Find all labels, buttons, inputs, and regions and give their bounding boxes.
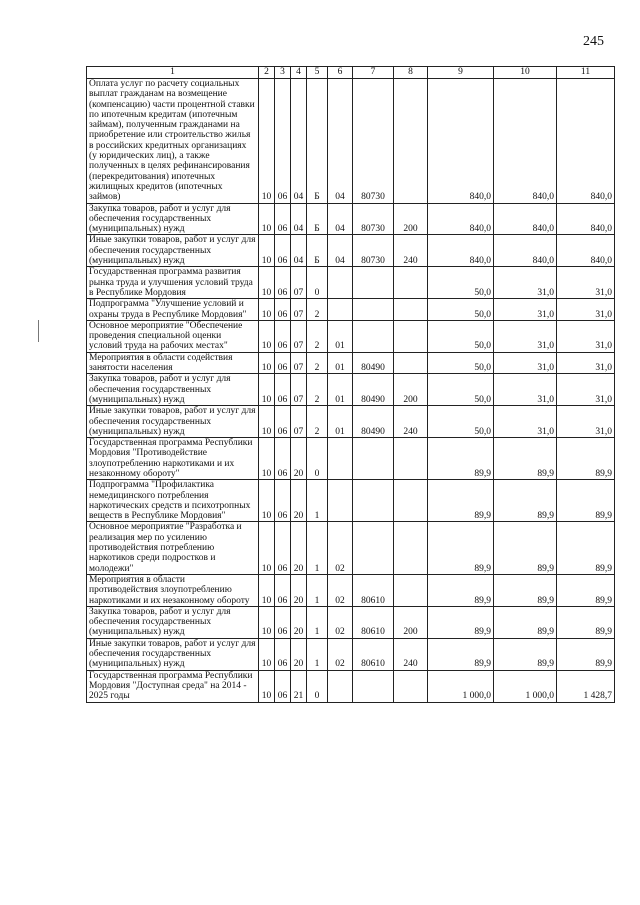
cell-col-3: 06 (275, 320, 291, 352)
row-name: Мероприятия в области содействия занятости населения (87, 352, 259, 374)
cell-col-10: 89,9 (494, 574, 557, 606)
cell-col-11: 31,0 (557, 406, 615, 438)
cell-col-7: 80610 (353, 638, 394, 670)
header-cell: 6 (328, 67, 353, 79)
table-row (87, 352, 615, 374)
cell-col-6: 01 (328, 406, 353, 438)
row-name: Иные закупки товаров, работ и услуг для обеспечения государственных (муниципальных) нужд (87, 406, 259, 438)
cell-col-10: 31,0 (494, 406, 557, 438)
cell-col-2: 10 (259, 638, 275, 670)
table-row (87, 267, 615, 299)
cell-col-10: 89,9 (494, 638, 557, 670)
cell-col-2: 10 (259, 235, 275, 267)
table-row (87, 574, 615, 606)
cell-col-8 (394, 574, 428, 606)
cell-col-7: 80490 (353, 374, 394, 406)
cell-col-7: 80490 (353, 352, 394, 374)
cell-col-6: 01 (328, 374, 353, 406)
table-row (87, 374, 615, 406)
cell-col-7: 80730 (353, 235, 394, 267)
cell-col-6 (328, 480, 353, 522)
cell-col-4: 07 (291, 352, 307, 374)
cell-col-4: 21 (291, 670, 307, 702)
cell-col-5: 1 (307, 574, 328, 606)
cell-col-3: 06 (275, 406, 291, 438)
table-body (87, 79, 615, 703)
cell-col-2: 10 (259, 438, 275, 480)
cell-col-10: 31,0 (494, 374, 557, 406)
header-cell: 3 (275, 67, 291, 79)
cell-col-6: 02 (328, 606, 353, 638)
cell-col-3: 06 (275, 235, 291, 267)
cell-col-11: 31,0 (557, 320, 615, 352)
cell-col-5: 1 (307, 522, 328, 574)
cell-col-5: 2 (307, 352, 328, 374)
cell-col-2: 10 (259, 352, 275, 374)
cell-col-8: 200 (394, 606, 428, 638)
cell-col-10: 89,9 (494, 438, 557, 480)
cell-col-9: 89,9 (428, 438, 494, 480)
cell-col-9: 50,0 (428, 374, 494, 406)
table-row (87, 606, 615, 638)
header-cell: 5 (307, 67, 328, 79)
row-name: Государственная программа Республики Мордовия "Доступная среда" на 2014 - 2025 годы (87, 670, 259, 702)
cell-col-5: 1 (307, 606, 328, 638)
cell-col-3: 06 (275, 438, 291, 480)
cell-col-4: 20 (291, 480, 307, 522)
cell-col-3: 06 (275, 79, 291, 204)
row-name: Мероприятия в области противодействия злоупотреблению наркотиками и их незаконному обороту (87, 574, 259, 606)
table-row (87, 438, 615, 480)
cell-col-6 (328, 670, 353, 702)
cell-col-5: 2 (307, 299, 328, 321)
cell-col-10: 89,9 (494, 480, 557, 522)
cell-col-9: 50,0 (428, 267, 494, 299)
cell-col-11: 840,0 (557, 235, 615, 267)
cell-col-2: 10 (259, 299, 275, 321)
cell-col-9: 89,9 (428, 638, 494, 670)
cell-col-6: 01 (328, 320, 353, 352)
cell-col-9: 840,0 (428, 203, 494, 235)
cell-col-9: 50,0 (428, 320, 494, 352)
cell-col-7 (353, 320, 394, 352)
cell-col-4: 07 (291, 406, 307, 438)
row-name: Оплата услуг по расчету социальных выплат гражданам на возмещение (компенсацию) части процентной ставки по ипотечным кредитам (ипотечным займам), полученным гражданами на приобретение или строительство жилья в российских кредитных организациях (у юридических лиц), а также полученных в целях рефинансирования (перекредитования) ипотечных жилищных кредитов (ипотечных займов) (87, 79, 259, 204)
cell-col-6: 04 (328, 235, 353, 267)
cell-col-6: 02 (328, 638, 353, 670)
cell-col-7 (353, 267, 394, 299)
cell-col-7 (353, 522, 394, 574)
table-row (87, 670, 615, 702)
cell-col-8 (394, 79, 428, 204)
cell-col-6 (328, 299, 353, 321)
row-name: Закупка товаров, работ и услуг для обеспечения государственных (муниципальных) нужд (87, 203, 259, 235)
cell-col-7: 80610 (353, 574, 394, 606)
cell-col-9: 50,0 (428, 299, 494, 321)
table-row (87, 235, 615, 267)
page-number: 245 (583, 34, 604, 49)
row-name: Иные закупки товаров, работ и услуг для обеспечения государственных (муниципальных) нужд (87, 235, 259, 267)
cell-col-8 (394, 480, 428, 522)
scan-margin-mark (38, 320, 39, 342)
cell-col-6: 04 (328, 203, 353, 235)
cell-col-4: 20 (291, 522, 307, 574)
cell-col-8: 240 (394, 406, 428, 438)
cell-col-2: 10 (259, 79, 275, 204)
cell-col-7 (353, 480, 394, 522)
cell-col-3: 06 (275, 574, 291, 606)
cell-col-7 (353, 299, 394, 321)
cell-col-11: 89,9 (557, 638, 615, 670)
cell-col-2: 10 (259, 267, 275, 299)
cell-col-2: 10 (259, 406, 275, 438)
cell-col-9: 89,9 (428, 480, 494, 522)
cell-col-2: 10 (259, 574, 275, 606)
cell-col-10: 89,9 (494, 606, 557, 638)
cell-col-7: 80490 (353, 406, 394, 438)
cell-col-8: 200 (394, 374, 428, 406)
cell-col-9: 840,0 (428, 235, 494, 267)
cell-col-8: 240 (394, 235, 428, 267)
cell-col-8 (394, 299, 428, 321)
cell-col-4: 07 (291, 299, 307, 321)
cell-col-8 (394, 670, 428, 702)
cell-col-8 (394, 320, 428, 352)
cell-col-8 (394, 267, 428, 299)
cell-col-9: 50,0 (428, 406, 494, 438)
cell-col-9: 1 000,0 (428, 670, 494, 702)
cell-col-3: 06 (275, 352, 291, 374)
header-cell: 4 (291, 67, 307, 79)
cell-col-5: 1 (307, 638, 328, 670)
cell-col-6: 01 (328, 352, 353, 374)
table-row (87, 522, 615, 574)
cell-col-5: 2 (307, 406, 328, 438)
cell-col-6: 02 (328, 522, 353, 574)
cell-col-2: 10 (259, 320, 275, 352)
cell-col-10: 31,0 (494, 267, 557, 299)
header-cell: 1 (87, 67, 259, 79)
cell-col-11: 89,9 (557, 606, 615, 638)
cell-col-9: 89,9 (428, 606, 494, 638)
row-name: Основное мероприятие "Обеспечение проведения специальной оценки условий труда на рабочих местах" (87, 320, 259, 352)
cell-col-5: 0 (307, 267, 328, 299)
cell-col-4: 07 (291, 374, 307, 406)
cell-col-8 (394, 438, 428, 480)
cell-col-3: 06 (275, 670, 291, 702)
cell-col-3: 06 (275, 203, 291, 235)
cell-col-11: 31,0 (557, 352, 615, 374)
row-name: Государственная программа развития рынка труда и улучшения условий труда в Республике Мордовия (87, 267, 259, 299)
cell-col-2: 10 (259, 374, 275, 406)
cell-col-7: 80730 (353, 79, 394, 204)
cell-col-8 (394, 352, 428, 374)
cell-col-3: 06 (275, 638, 291, 670)
row-name: Государственная программа Республики Мордовия "Противодействие злоупотреблению наркотиками и их незаконному обороту" (87, 438, 259, 480)
cell-col-6: 02 (328, 574, 353, 606)
row-name: Иные закупки товаров, работ и услуг для обеспечения государственных (муниципальных) нужд (87, 638, 259, 670)
cell-col-5: 2 (307, 374, 328, 406)
cell-col-7 (353, 438, 394, 480)
cell-col-5: 1 (307, 480, 328, 522)
cell-col-10: 31,0 (494, 299, 557, 321)
cell-col-5: 2 (307, 320, 328, 352)
table-header-row (87, 67, 615, 79)
cell-col-5: Б (307, 79, 328, 204)
cell-col-3: 06 (275, 522, 291, 574)
cell-col-6 (328, 438, 353, 480)
cell-col-9: 89,9 (428, 574, 494, 606)
header-cell: 11 (557, 67, 615, 79)
cell-col-8: 200 (394, 203, 428, 235)
table-row (87, 203, 615, 235)
cell-col-2: 10 (259, 606, 275, 638)
cell-col-7: 80730 (353, 203, 394, 235)
cell-col-7 (353, 670, 394, 702)
cell-col-4: 07 (291, 267, 307, 299)
table-row (87, 320, 615, 352)
cell-col-11: 31,0 (557, 374, 615, 406)
cell-col-11: 89,9 (557, 438, 615, 480)
table-row (87, 638, 615, 670)
cell-col-6 (328, 267, 353, 299)
cell-col-4: 07 (291, 320, 307, 352)
cell-col-10: 31,0 (494, 320, 557, 352)
cell-col-10: 840,0 (494, 79, 557, 204)
cell-col-11: 89,9 (557, 522, 615, 574)
cell-col-2: 10 (259, 670, 275, 702)
cell-col-3: 06 (275, 480, 291, 522)
cell-col-7: 80610 (353, 606, 394, 638)
cell-col-5: 0 (307, 438, 328, 480)
cell-col-10: 840,0 (494, 235, 557, 267)
cell-col-11: 1 428,7 (557, 670, 615, 702)
table-row (87, 480, 615, 522)
row-name: Основное мероприятие "Разработка и реализация мер по усилению противодействия потреблению наркотиков среди подростков и молодежи" (87, 522, 259, 574)
cell-col-4: 04 (291, 203, 307, 235)
cell-col-2: 10 (259, 480, 275, 522)
cell-col-4: 20 (291, 574, 307, 606)
cell-col-8 (394, 522, 428, 574)
cell-col-3: 06 (275, 374, 291, 406)
cell-col-4: 20 (291, 638, 307, 670)
cell-col-4: 20 (291, 438, 307, 480)
cell-col-4: 04 (291, 235, 307, 267)
cell-col-4: 04 (291, 79, 307, 204)
cell-col-5: 0 (307, 670, 328, 702)
table-row (87, 79, 615, 204)
header-cell: 8 (394, 67, 428, 79)
cell-col-11: 89,9 (557, 480, 615, 522)
cell-col-11: 840,0 (557, 203, 615, 235)
cell-col-9: 840,0 (428, 79, 494, 204)
header-cell: 2 (259, 67, 275, 79)
cell-col-2: 10 (259, 203, 275, 235)
cell-col-9: 89,9 (428, 522, 494, 574)
cell-col-2: 10 (259, 522, 275, 574)
header-cell: 7 (353, 67, 394, 79)
cell-col-6: 04 (328, 79, 353, 204)
cell-col-3: 06 (275, 299, 291, 321)
cell-col-11: 89,9 (557, 574, 615, 606)
cell-col-5: Б (307, 235, 328, 267)
cell-col-10: 31,0 (494, 352, 557, 374)
cell-col-11: 840,0 (557, 79, 615, 204)
cell-col-4: 20 (291, 606, 307, 638)
row-name: Подпрограмма "Улучшение условий и охраны труда в Республике Мордовия" (87, 299, 259, 321)
cell-col-10: 840,0 (494, 203, 557, 235)
cell-col-9: 50,0 (428, 352, 494, 374)
row-name: Подпрограмма "Профилактика немедицинского потребления наркотических средств и психотропных веществ в Республике Мордовия" (87, 480, 259, 522)
cell-col-8: 240 (394, 638, 428, 670)
cell-col-11: 31,0 (557, 267, 615, 299)
cell-col-5: Б (307, 203, 328, 235)
header-cell: 10 (494, 67, 557, 79)
cell-col-11: 31,0 (557, 299, 615, 321)
cell-col-3: 06 (275, 267, 291, 299)
table-row (87, 299, 615, 321)
header-cell: 9 (428, 67, 494, 79)
cell-col-10: 1 000,0 (494, 670, 557, 702)
table-row (87, 406, 615, 438)
row-name: Закупка товаров, работ и услуг для обеспечения государственных (муниципальных) нужд (87, 374, 259, 406)
row-name: Закупка товаров, работ и услуг для обеспечения государственных (муниципальных) нужд (87, 606, 259, 638)
cell-col-3: 06 (275, 606, 291, 638)
cell-col-10: 89,9 (494, 522, 557, 574)
budget-table (86, 66, 615, 703)
